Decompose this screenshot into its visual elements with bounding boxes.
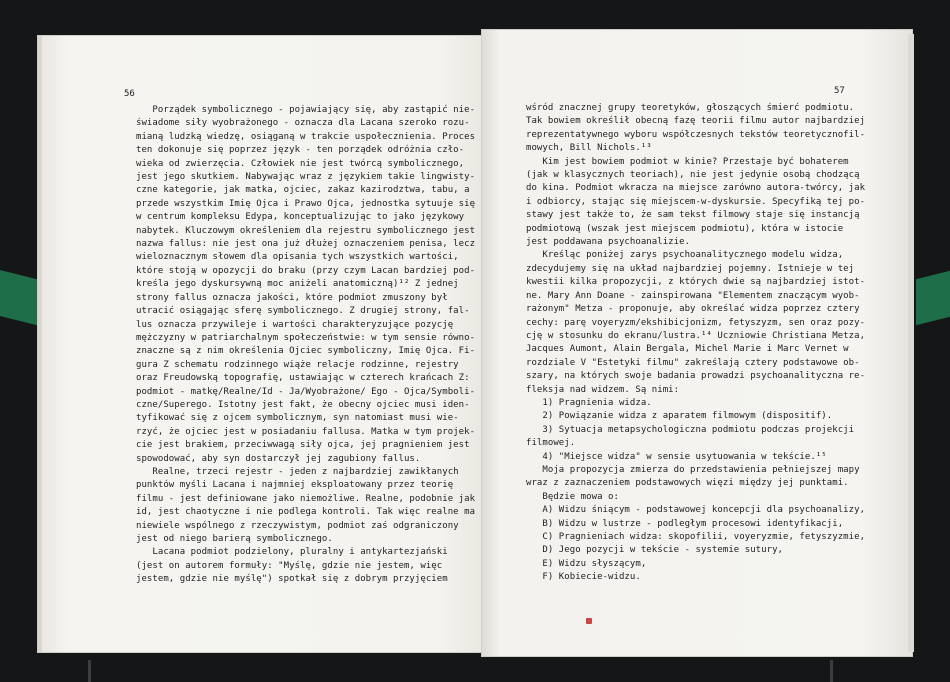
text-line: nazwa fallus: nie jest ona już dłużej oznaczeniem penisa, lecz xyxy=(136,239,476,250)
text-line: mianą ludzką wiedzę, osiąganą w trakcie uspołecznienia. Proces xyxy=(136,131,476,142)
text-line: fleksja nad widzem. Są nimi: xyxy=(526,384,680,395)
text-line: nabytek. Kluczowym określeniem dla rejestru symbolicznego jest xyxy=(136,225,476,236)
green-stripe-left-decoration xyxy=(0,270,40,326)
text-line: kwestii kilka propozycji, z których dwie są najbardziej istot- xyxy=(526,277,866,288)
text-line: cechy: parę voyeryzm/ekshibicjonizm, fetyszyzm, sen oraz pozy- xyxy=(526,317,866,328)
text-line: jest jego skutkiem. Nabywając wraz z językiem takie lingwisty- xyxy=(136,172,476,183)
red-marker-decoration xyxy=(586,618,592,624)
text-line: Jacques Aumont, Alain Bergala, Michel Marie i Marc Vernet w xyxy=(526,344,849,355)
text-line: Porządek symbolicznego - pojawiający się, aby zastąpić nie- xyxy=(136,105,476,115)
scanner-bar-left xyxy=(88,660,91,682)
text-line: szary, na których swoje badania prowadzi psychoanalityczna re- xyxy=(526,371,866,382)
text-line: 4) "Miejsce widza" w sensie usytuowania w tekście.¹⁵ xyxy=(526,451,827,462)
text-line: E) Widzu słyszącym, xyxy=(526,558,647,569)
text-line: ten dokonuje się poprzez język - ten porządek odróżnia czło- xyxy=(136,145,465,156)
text-line: A) Widzu śniącym - podstawowej koncepcji dla psychoanalizy, xyxy=(526,505,866,516)
text-line: cie jest brakiem, przeciwwagą siły ojca, jej pragnieniem jest xyxy=(136,440,470,451)
text-line: 1) Pragnienia widza. xyxy=(526,397,652,408)
text-line: 2) Powiązanie widza z aparatem filmowym (dispositif). xyxy=(526,411,833,422)
right-page-edge xyxy=(908,34,914,652)
text-line: spowodować, aby syn dostarczył jej zagubiony fallus. xyxy=(136,453,421,464)
text-line: podmiot - matkę/Realne/Id - Ja/Wyobrażone/ Ego - Ojca/Symboli- xyxy=(136,386,476,397)
text-line: gura Z schematu rodzinnego wiąże relacje rodzinne, rejestry xyxy=(136,359,459,370)
text-line: (jest on autorem formuły: "Myślę, gdzie nie jestem, więc xyxy=(136,560,443,571)
text-line: ne. Mary Ann Doane - zainspirowana "Elementem znaczącym wyob- xyxy=(526,290,860,301)
text-line: B) Widzu w lustrze - podległym procesowi identyfikacji, xyxy=(526,518,844,529)
left-page-text xyxy=(136,104,475,587)
text-line: lus oznacza przywileje i wartości charakteryzujące pozycję xyxy=(136,319,454,330)
page-number-right: 57 xyxy=(834,86,845,96)
text-line: znaczne są z nim określenia Ojciec symboliczny, Imię Ojca. Fi- xyxy=(136,346,476,357)
text-line: (jak w klasycznych teoriach), nie jest jedynie osobą chodzącą xyxy=(526,170,860,181)
text-line: Lacana podmiot podzielony, pluralny i antykartezjański xyxy=(136,547,448,558)
text-line: punktów myśli Lacana i najmniej eksploatowany przez teorię xyxy=(136,480,454,491)
left-page xyxy=(38,36,486,652)
text-line: stawy jest także to, że sam tekst filmowy staje się instancją xyxy=(526,210,860,221)
text-line: Realne, trzeci rejestr - jeden z najbardziej zawikłanych xyxy=(136,466,459,477)
text-line: id, jest chaotyczne i nie podlega kontroli. Tak więc realne ma xyxy=(136,507,476,518)
text-line: i odbiorcy, stając się miejscem-w-dyskursie. Specyfiką tej po- xyxy=(526,196,866,207)
text-line: Kreśląc poniżej zarys psychoanalitycznego modelu widza, xyxy=(526,250,844,261)
text-line: świadome siły wyobrażonego - oznacza dla Lacana szeroko rozu- xyxy=(136,118,470,129)
text-line: które stoją w opozycji do braku (przy czym Lacan bardziej pod- xyxy=(136,265,476,276)
left-page-edge xyxy=(38,36,42,652)
text-line: wieloznacznym słowem dla opisania tych wszystkich wartości, xyxy=(136,252,459,263)
text-line: Kim jest bowiem podmiot w kinie? Przestaje być bohaterem xyxy=(526,156,849,167)
text-line: 3) Sytuacja metapsychologiczna podmiotu podczas projekcji xyxy=(526,424,855,435)
text-line: tyfikować się z ojcem symbolicznym, syn natomiast musi wie- xyxy=(136,413,459,424)
right-page-text xyxy=(526,102,865,585)
page-number-left: 56 xyxy=(124,89,135,99)
text-line: przede wszystkim Imię Ojca i Prawo Ojca, jednostka sytuuje się xyxy=(136,198,476,209)
text-line: rzyć, że ojciec jest w posiadaniu fallusa. Matka w tym projek- xyxy=(136,426,476,437)
text-line: w centrum kompleksu Edypa, konceptualizując to jako językowy xyxy=(136,212,465,223)
text-line: czne/Superego. Istotny jest fakt, że obecny ojciec musi iden- xyxy=(136,399,470,410)
text-line: filmowej. xyxy=(526,438,576,449)
text-line: F) Kobiecie-widzu. xyxy=(526,572,641,583)
text-line: utracić osiągając sferę symbolicznego. Z drugiej strony, fal- xyxy=(136,306,470,317)
text-line: wraz z zaznaczeniem podstawowych więzi między jej punktami. xyxy=(526,478,849,489)
right-page xyxy=(482,30,912,656)
text-line: D) Jego pozycji w tekście - systemie sutury, xyxy=(526,545,784,556)
text-line: zdecydujemy się na układ najbardziej pojemny. Istnieje w tej xyxy=(526,263,855,274)
text-line: kreśla jego dyskursywną moc aniżeli anatomiczną)¹² Z jednej xyxy=(136,279,459,290)
text-line: wśród znacznej grupy teoretyków, głoszących śmierć podmiotu. xyxy=(526,103,855,113)
scanner-bar-right xyxy=(830,660,833,682)
text-line: reprezentatywnego wyboru współczesnych tekstów teoretycznofil- xyxy=(526,129,866,140)
text-line: Będzie mowa o: xyxy=(526,491,619,502)
text-line: oraz Freudowską topografię, ustawiając w czterech krańcach Z: xyxy=(136,373,470,384)
text-line: rażonym" Metza - proponuje, aby określać widza poprzez cztery xyxy=(526,304,860,315)
text-line: jestem, gdzie nie myślę") spotkał się z dobrym przyjęciem xyxy=(136,574,448,585)
text-line: wieka od zwierzęcia. Człowiek nie jest twórcą symbolicznego, xyxy=(136,158,465,169)
text-line: filmu - jest definiowane jako niemożliwe. Realne, podobnie jak xyxy=(136,493,476,504)
text-line: mężczyzny w patriarchalnym społeczeństwie: w tym sensie równo- xyxy=(136,332,476,343)
text-line: Moja propozycja zmierza do przedstawienia pełniejszej mapy xyxy=(526,464,860,475)
text-line: Tak bowiem określił obecną fazę teorii filmu autor najbardziej xyxy=(526,116,866,127)
green-stripe-right-decoration xyxy=(916,271,950,325)
text-line: mowych, Bill Nichols.¹³ xyxy=(526,143,652,154)
text-line: podmiotową (wszak jest miejscem podmiotu), która w istocie xyxy=(526,223,844,234)
text-line: C) Pragnieniach widza: skopofilii, voyeryzmie, fetyszyzmie, xyxy=(526,532,866,542)
text-line: cję w stosunku do ekranu/lustra.¹⁴ Uczniowie Christiana Metza, xyxy=(526,330,866,341)
text-line: strony fallus oznacza jakości, które podmiot zmuszony był xyxy=(136,292,448,303)
text-line: jest od niego barierą symbolicznego. xyxy=(136,534,333,544)
text-line: rozdziale V "Estetyki filmu" zakreślają cztery podstawowe ob- xyxy=(526,357,860,368)
text-line: do kina. Podmiot wkracza na miejsce zarówno autora-twórcy, jak xyxy=(526,183,866,194)
text-line: jest poddawana psychoanalizie. xyxy=(526,237,691,248)
text-line: niewiele wspólnego z rzeczywistym, podmiot zaś odgraniczony xyxy=(136,520,459,531)
text-line: czne kategorie, jak matka, ojciec, zakaz kazirodztwa, tabu, a xyxy=(136,185,470,196)
